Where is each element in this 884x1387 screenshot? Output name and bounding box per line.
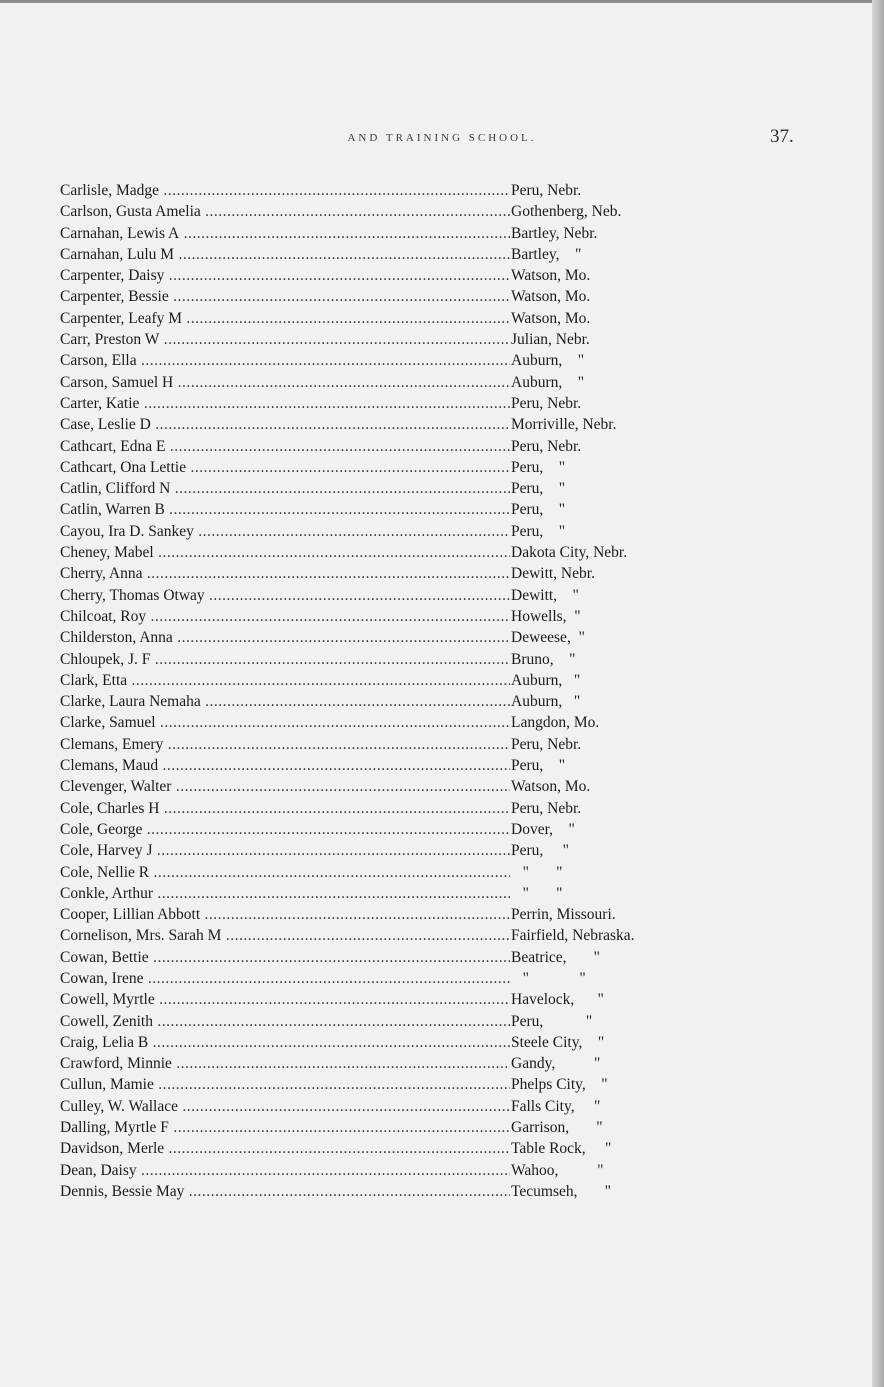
entry-place: Auburn, "	[510, 350, 584, 371]
entry-place: Dover, "	[510, 819, 575, 840]
directory-entry	[60, 542, 740, 563]
entry-place: Julian, Nebr.	[510, 329, 590, 350]
entry-place: Peru, "	[510, 521, 565, 542]
directory-entry	[60, 1053, 740, 1074]
directory-entry	[60, 691, 740, 712]
entry-name: Catlin, Clifford N .....	[60, 478, 510, 499]
entry-place: Dewitt, Nebr.	[510, 563, 595, 584]
directory-entry	[60, 585, 740, 606]
entry-name: Carson, Ella .....	[60, 350, 510, 371]
page-number: 37.	[770, 126, 794, 147]
entry-place: Steele City, "	[510, 1032, 604, 1053]
directory-entry	[60, 649, 740, 670]
entry-name: Chloupek, J. F .....	[60, 649, 510, 670]
directory-entry	[60, 457, 740, 478]
entry-name: Clark, Etta .....	[60, 670, 510, 691]
directory-entry	[60, 563, 740, 584]
directory-entry	[60, 350, 740, 371]
directory-entry	[60, 883, 740, 904]
entry-place: Watson, Mo.	[510, 265, 590, 286]
entry-place: Fairfield, Nebraska.	[510, 925, 635, 946]
entry-place: " "	[510, 862, 562, 883]
entry-place: Langdon, Mo.	[510, 712, 599, 733]
directory-entry	[60, 1032, 740, 1053]
entry-place: Bruno, "	[510, 649, 575, 670]
directory-entry	[60, 478, 740, 499]
entry-name: Craig, Lelia B .....	[60, 1032, 510, 1053]
directory-entry	[60, 521, 740, 542]
entry-place: " "	[510, 968, 586, 989]
entry-name: Carlson, Gusta Amelia .....	[60, 201, 510, 222]
directory-entry	[60, 670, 740, 691]
entry-name: Conkle, Arthur .....	[60, 883, 510, 904]
entry-name: Cowell, Myrtle .....	[60, 989, 510, 1010]
entry-place: Peru, Nebr.	[510, 393, 581, 414]
entry-place: Gothenberg, Neb.	[510, 201, 621, 222]
entry-place: " "	[510, 883, 562, 904]
entry-place: Bartley, "	[510, 244, 581, 265]
entry-place: Gandy, "	[510, 1053, 600, 1074]
entry-name: Clemans, Emery .....	[60, 734, 510, 755]
directory-entry	[60, 947, 740, 968]
entry-name: Cathcart, Edna E .....	[60, 436, 510, 457]
entry-place: Perrin, Missouri.	[510, 904, 616, 925]
entry-name: Cole, Charles H .....	[60, 798, 510, 819]
entry-name: Cathcart, Ona Lettie .....	[60, 457, 510, 478]
entry-name: Cullun, Mamie .....	[60, 1074, 510, 1095]
directory-entry	[60, 1181, 740, 1202]
directory-entry	[60, 968, 740, 989]
entry-place: Auburn, "	[510, 372, 584, 393]
entry-place: Peru, Nebr.	[510, 798, 581, 819]
entry-place: Howells, "	[510, 606, 581, 627]
directory-entry	[60, 755, 740, 776]
entry-place: Garrison, "	[510, 1117, 603, 1138]
entry-place: Watson, Mo.	[510, 286, 590, 307]
entry-name: Carson, Samuel H .....	[60, 372, 510, 393]
directory-entry	[60, 201, 740, 222]
entry-name: Carter, Katie .....	[60, 393, 510, 414]
entry-place: Dakota City, Nebr.	[510, 542, 627, 563]
entry-name: Carpenter, Bessie .....	[60, 286, 510, 307]
entry-place: Havelock, "	[510, 989, 604, 1010]
directory-entry	[60, 1138, 740, 1159]
directory-entry	[60, 862, 740, 883]
entry-name: Carpenter, Daisy .....	[60, 265, 510, 286]
running-title: AND TRAINING SCHOOL.	[347, 132, 537, 144]
entry-name: Cherry, Thomas Otway .....	[60, 585, 510, 606]
entry-place: Auburn, "	[510, 691, 580, 712]
entry-name: Culley, W. Wallace .....	[60, 1096, 510, 1117]
entry-name: Case, Leslie D .....	[60, 414, 510, 435]
directory-entry	[60, 414, 740, 435]
entry-name: Cooper, Lillian Abbott .....	[60, 904, 510, 925]
entry-name: Crawford, Minnie .....	[60, 1053, 510, 1074]
entry-name: Cheney, Mabel .....	[60, 542, 510, 563]
entry-name: Carr, Preston W .....	[60, 329, 510, 350]
directory-entry	[60, 499, 740, 520]
entry-name: Cornelison, Mrs. Sarah M .....	[60, 925, 510, 946]
entry-place: Peru, "	[510, 840, 569, 861]
entry-name: Clarke, Laura Nemaha .....	[60, 691, 510, 712]
entry-place: Phelps City, "	[510, 1074, 608, 1095]
directory-entry	[60, 819, 740, 840]
entry-place: Peru, "	[510, 499, 565, 520]
entry-name: Cowell, Zenith .....	[60, 1011, 510, 1032]
entry-name: Chilcoat, Roy .....	[60, 606, 510, 627]
entry-place: Peru, Nebr.	[510, 436, 581, 457]
entry-place: Peru, Nebr.	[510, 734, 581, 755]
top-edge-shadow	[0, 0, 884, 3]
entry-name: Dalling, Myrtle F .....	[60, 1117, 510, 1138]
entry-place: Watson, Mo.	[510, 776, 590, 797]
directory-entry	[60, 329, 740, 350]
student-directory-list	[60, 180, 740, 1202]
directory-entry	[60, 308, 740, 329]
entry-name: Clemans, Maud .....	[60, 755, 510, 776]
entry-place: Auburn, "	[510, 670, 580, 691]
directory-entry	[60, 734, 740, 755]
directory-entry	[60, 244, 740, 265]
entry-name: Cole, George .....	[60, 819, 510, 840]
entry-place: Bartley, Nebr.	[510, 223, 597, 244]
entry-name: Cherry, Anna .....	[60, 563, 510, 584]
directory-entry	[60, 1160, 740, 1181]
directory-entry	[60, 776, 740, 797]
entry-place: Table Rock, "	[510, 1138, 611, 1159]
entry-name: Dean, Daisy .....	[60, 1160, 510, 1181]
entry-place: Beatrice, "	[510, 947, 600, 968]
entry-name: Carnahan, Lewis A .....	[60, 223, 510, 244]
entry-name: Catlin, Warren B .....	[60, 499, 510, 520]
entry-name: Cole, Nellie R .....	[60, 862, 510, 883]
directory-entry	[60, 1096, 740, 1117]
entry-place: Dewitt, "	[510, 585, 579, 606]
entry-name: Cowan, Bettie .....	[60, 947, 510, 968]
directory-entry	[60, 925, 740, 946]
entry-place: Morriville, Nebr.	[510, 414, 616, 435]
directory-entry	[60, 436, 740, 457]
directory-entry	[60, 627, 740, 648]
directory-entry	[60, 1011, 740, 1032]
entry-place: Peru, "	[510, 457, 565, 478]
directory-entry	[60, 265, 740, 286]
entry-name: Carpenter, Leafy M .....	[60, 308, 510, 329]
directory-entry	[60, 840, 740, 861]
entry-place: Deweese, "	[510, 627, 585, 648]
page-edge	[872, 0, 884, 1387]
directory-entry	[60, 606, 740, 627]
entry-place: Peru, "	[510, 755, 565, 776]
directory-entry	[60, 712, 740, 733]
entry-name: Carnahan, Lulu M .....	[60, 244, 510, 265]
entry-name: Cowan, Irene .....	[60, 968, 510, 989]
entry-place: Peru, "	[510, 1011, 592, 1032]
entry-place: Falls City, "	[510, 1096, 600, 1117]
directory-entry	[60, 223, 740, 244]
entry-place: Peru, "	[510, 478, 565, 499]
entry-name: Clevenger, Walter .....	[60, 776, 510, 797]
directory-entry	[60, 393, 740, 414]
entry-place: Watson, Mo.	[510, 308, 590, 329]
directory-entry	[60, 180, 740, 201]
entry-name: Clarke, Samuel .....	[60, 712, 510, 733]
directory-entry	[60, 372, 740, 393]
entry-name: Cayou, Ira D. Sankey .....	[60, 521, 510, 542]
entry-place: Wahoo, "	[510, 1160, 603, 1181]
directory-entry	[60, 798, 740, 819]
directory-entry	[60, 1117, 740, 1138]
directory-entry	[60, 286, 740, 307]
directory-entry	[60, 989, 740, 1010]
entry-place: Peru, Nebr.	[510, 180, 581, 201]
entry-name: Carlisle, Madge .....	[60, 180, 510, 201]
entry-name: Davidson, Merle .....	[60, 1138, 510, 1159]
entry-name: Cole, Harvey J .....	[60, 840, 510, 861]
directory-entry	[60, 904, 740, 925]
directory-entry	[60, 1074, 740, 1095]
entry-name: Childerston, Anna .....	[60, 627, 510, 648]
entry-place: Tecumseh, "	[510, 1181, 611, 1202]
entry-name: Dennis, Bessie May .....	[60, 1181, 510, 1202]
